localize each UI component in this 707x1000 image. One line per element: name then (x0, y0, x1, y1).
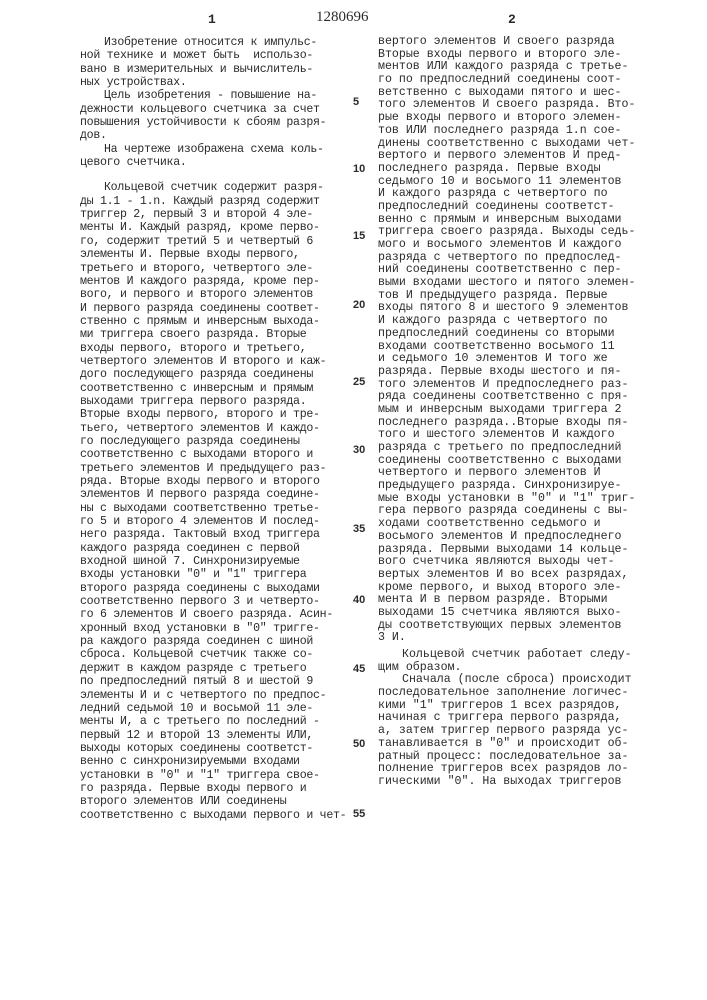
text-line: ных устройствах. (80, 76, 346, 89)
text-line: разряда с четвертого по предпослед- (378, 252, 635, 265)
line-number-mark: 25 (353, 376, 365, 388)
text-line: менты И, а с третьего по последний - (80, 715, 346, 728)
text-line: четвертого и первого элементов И (378, 467, 635, 480)
text-line: триггера своего разряда. Выходы седь- (378, 226, 635, 239)
text-line: ряда соединены соответственно с пря- (378, 391, 635, 404)
text-line: гера первого разряда соединены с вы- (378, 505, 635, 518)
text-line: разряда. Первыми выходами 14 кольце- (378, 544, 635, 557)
text-line: динены соответственно с выходами чет- (378, 138, 635, 151)
text-line: хронный вход установки в "0" тригге- (80, 622, 346, 635)
text-line: вано в измерительных и вычислитель- (80, 63, 346, 76)
right-column-text (378, 36, 635, 789)
line-number-mark: 5 (353, 96, 359, 108)
text-line: го последующего разряда соединены (80, 435, 346, 448)
text-line: третьего и второго, четвертого эле- (80, 262, 346, 275)
text-line: дов. (80, 129, 346, 142)
text-line: ветственно с выходами пятого и шес- (378, 87, 635, 100)
text-line: соединены соответственно с выходами (378, 455, 635, 468)
patent-number: 1280696 (316, 9, 369, 26)
text-line: того элементов И своего разряда. Вто- (378, 99, 635, 112)
text-line: и седьмого 10 элементов И того же (378, 353, 635, 366)
text-line: соответственно первого 3 и четверто- (80, 595, 346, 608)
text-line: ственно с прямым и инверсным выхода- (80, 315, 346, 328)
text-line: Кольцевой счетчик работает следу- (378, 649, 635, 662)
text-line: последовательное заполнение логичес- (378, 687, 635, 700)
text-line: мого и восьмого элементов И каждого (378, 239, 635, 252)
text-line: седьмого 10 и восьмого 11 элементов (378, 176, 635, 189)
text-line: установки в "0" и "1" триггера свое- (80, 769, 346, 782)
text-line: вертого и первого элементов И пред- (378, 150, 635, 163)
text-line: того элементов И предпоследнего раз- (378, 379, 635, 392)
text-line: элементы И и с четвертого по предпос- (80, 689, 346, 702)
line-number-mark: 10 (353, 163, 365, 175)
text-line: начиная с триггера первого разряда, (378, 712, 635, 725)
text-line: венно с прямым и инверсным выходами (378, 214, 635, 227)
text-line: мым и инверсным выходами триггера 2 (378, 404, 635, 417)
text-line: Сначала (после сброса) происходит (378, 674, 635, 687)
text-line: последнего разряда..Вторые входы пя- (378, 417, 635, 430)
text-line: ды 1.1 - 1.n. Каждый разряд содержит (80, 195, 346, 208)
text-line: 3 И. (378, 632, 635, 645)
text-line: четвертого элементов И второго и каж- (80, 355, 346, 368)
line-number-mark: 45 (353, 663, 365, 675)
text-line: кроме первого, и выход второго эле- (378, 582, 635, 595)
text-line: а, затем триггер первого разряда ус- (378, 725, 635, 738)
text-line: го разряда. Первые входы первого и (80, 782, 346, 795)
text-line: триггер 2, первый 3 и второй 4 эле- (80, 208, 346, 221)
text-line: сброса. Кольцевой счетчик также со- (80, 648, 346, 661)
text-line: того и шестого элементов И каждого (378, 429, 635, 442)
text-line: ходами соответственно седьмого и (378, 518, 635, 531)
text-line: цевого счетчика. (80, 156, 346, 169)
text-line: Вторые входы первого, второго и тре- (80, 408, 346, 421)
text-line: последнего разряда. Первые входы (378, 163, 635, 176)
text-line: входы пятого 8 и шестого 9 элементов (378, 302, 635, 315)
text-line: ды соответствующих первых элементов (378, 620, 635, 633)
text-line: Изобретение относится к импульс- (80, 36, 346, 49)
text-line: восьмого элементов И предпоследнего (378, 531, 635, 544)
text-line: щим образом. (378, 662, 635, 675)
text-line: вертого элементов И своего разряда (378, 36, 635, 49)
text-line: И каждого разряда с четвертого по (378, 315, 635, 328)
line-number-mark: 20 (353, 299, 365, 311)
left-column-text (80, 36, 346, 822)
text-line: соответственно с выходами второго и (80, 448, 346, 461)
text-line: предпоследний соединены соответст- (378, 201, 635, 214)
text-line: каждого разряда соединен с первой (80, 542, 346, 555)
text-line: мые входы установки в "0" и "1" триг- (378, 493, 635, 506)
text-line: разряда с третьего по предпоследний (378, 442, 635, 455)
text-line: танавливается в "0" и происходит об- (378, 738, 635, 751)
text-line: Цель изобретения - повышение на- (80, 89, 346, 102)
text-line: входной шиной 7. Синхронизируемые (80, 555, 346, 568)
text-line: разряда. Первые входы шестого и пя- (378, 366, 635, 379)
text-line: элементы И. Первые входы первого, (80, 248, 346, 261)
text-line: элементов И первого разряда соедине- (80, 488, 346, 501)
text-line: выходы которых соединены соответст- (80, 742, 346, 755)
text-line: первый 12 и второй 13 элементы ИЛИ, (80, 729, 346, 742)
text-line: держит в каждом разряде с третьего (80, 662, 346, 675)
page-number-right: 2 (508, 12, 516, 27)
text-line: входами соответственно восьмого 11 (378, 341, 635, 354)
line-number-mark: 15 (353, 230, 365, 242)
text-line: вертых элементов И во всех разрядах, (378, 569, 635, 582)
text-line: вого, и первого и второго элементов (80, 288, 346, 301)
text-line: соответственно с выходами первого и чет- (80, 809, 346, 822)
text-line: ряда. Вторые входы первого и второго (80, 475, 346, 488)
text-line: предпоследний соединены со вторыми (378, 328, 635, 341)
text-line: ми триггера своего разряда. Вторые (80, 328, 346, 341)
text-line: выходами триггера первого разряда. (80, 395, 346, 408)
text-line: го 5 и второго 4 элементов И послед- (80, 515, 346, 528)
text-line: вого счетчика являются выходы чет- (378, 556, 635, 569)
line-number-mark: 30 (353, 444, 365, 456)
text-line: ний соединены соответственно с пер- (378, 264, 635, 277)
text-line: полнение триггеров всех разрядов ло- (378, 763, 635, 776)
text-line: второго элементов ИЛИ соединены (80, 795, 346, 808)
text-line: входы установки "0" и "1" триггера (80, 568, 346, 581)
text-line: мента И в первом разряде. Вторыми (378, 594, 635, 607)
text-line: го, содержит третий 5 и четвертый 6 (80, 235, 346, 248)
text-line: ны с выходами соответственно третье- (80, 502, 346, 515)
text-line: второго разряда соединены с выходами (80, 582, 346, 595)
text-line: го 6 элементов И своего разряда. Асин- (80, 608, 346, 621)
text-line: выми входами шестого и пятого элемен- (378, 277, 635, 290)
text-line: тов И предыдущего разряда. Первые (378, 290, 635, 303)
text-line: выходами 15 счетчика являются выхо- (378, 607, 635, 620)
text-line: ментов ИЛИ каждого разряда с третье- (378, 61, 635, 74)
text-line: Вторые входы первого и второго эле- (378, 49, 635, 62)
text-line: На чертеже изображена схема коль- (80, 143, 346, 156)
text-line: кими "1" триггеров 1 всех разрядов, (378, 700, 635, 713)
text-line: Кольцевой счетчик содержит разря- (80, 181, 346, 194)
text-line: входы первого, второго и третьего, (80, 342, 346, 355)
text-line: ментов И каждого разряда, кроме пер- (80, 275, 346, 288)
text-line: ратный процесс: последовательное за- (378, 751, 635, 764)
text-line: рые входы первого и второго элемен- (378, 112, 635, 125)
text-line: И каждого разряда с четвертого по (378, 188, 635, 201)
text-line: дого последующего разряда соединены (80, 368, 346, 381)
text-line: тов ИЛИ последнего разряда 1.n сое- (378, 125, 635, 138)
text-line: ра каждого разряда соединен с шиной (80, 635, 346, 648)
line-number-mark: 40 (353, 594, 365, 606)
line-number-mark: 55 (353, 808, 365, 820)
text-line: него разряда. Тактовый вход триггера (80, 528, 346, 541)
text-line: менты И. Каждый разряд, кроме перво- (80, 221, 346, 234)
text-line: предыдущего разряда. Синхронизируе- (378, 480, 635, 493)
text-line: венно с синхронизируемыми входами (80, 755, 346, 768)
text-line: И первого разряда соединены соответ- (80, 302, 346, 315)
text-line: соответственно с инверсным и прямым (80, 382, 346, 395)
text-line: ной технике и может быть использо- (80, 49, 346, 62)
line-number-mark: 35 (353, 523, 365, 535)
text-line: дежности кольцевого счетчика за счет (80, 103, 346, 116)
text-line: ледний седьмой 10 и восьмой 11 эле- (80, 702, 346, 715)
text-line: го по предпоследний соединены соот- (378, 74, 635, 87)
text-line: тьего, четвертого элементов И каждо- (80, 422, 346, 435)
text-line: гическими "0". На выходах триггеров (378, 776, 635, 789)
text-line: повышения устойчивости к сбоям разря- (80, 116, 346, 129)
text-line: по предпоследний пятый 8 и шестой 9 (80, 675, 346, 688)
text-line: третьего элементов И предыдущего раз- (80, 462, 346, 475)
page-number-left: 1 (208, 12, 216, 27)
line-number-mark: 50 (353, 738, 365, 750)
